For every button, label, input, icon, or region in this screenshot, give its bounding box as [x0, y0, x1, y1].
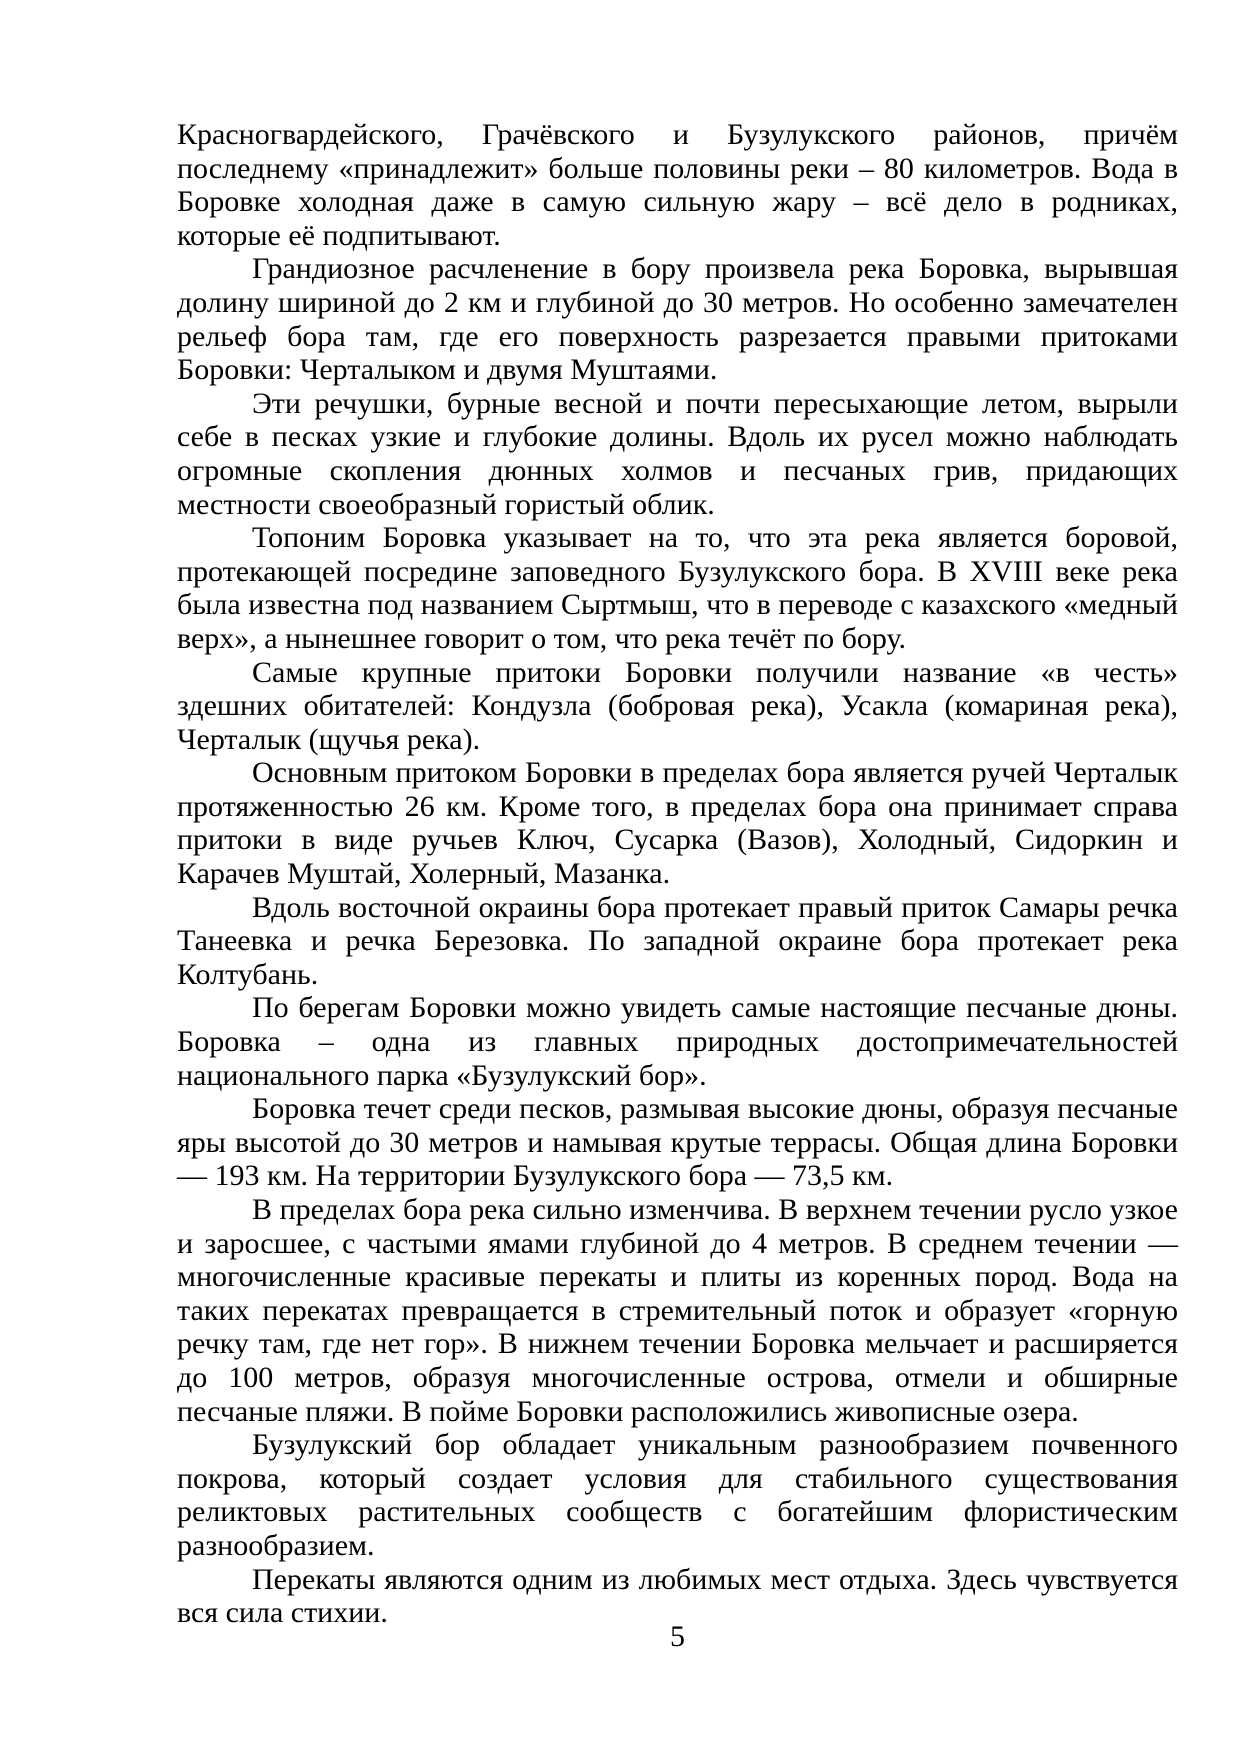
page-number: 5: [670, 1620, 685, 1653]
paragraph: Топоним Боровка указывает на то, что эта река является боровой, протекающей посредине заповедного Бузулукского бора. В XVIII веке река была известна под названием Сыртмыш, что в переводе с казахского «медный верх», а нынешнее говорит о том, что река течёт по бору.: [177, 521, 1178, 655]
paragraph: Эти речушки, бурные весной и почти пересыхающие летом, вырыли себе в песках узкие и глубокие долины. Вдоль их русел можно наблюдать огромные скопления дюнных холмов и песчаных грив, придающих местности своеобразный гористый облик.: [177, 386, 1178, 521]
paragraph: Самые крупные притоки Боровки получили название «в честь» здешних обитателей: Кондузла (бобровая река), Усакла (комариная река), Черталык (щучья река).: [177, 655, 1178, 756]
paragraph: Боровка течет среди песков, размывая высокие дюны, образуя песчаные яры высотой до 30 метров и намывая крутые террасы. Общая длина Боровки — 193 км. На территории Бузулукского бора — 73,5 км.: [177, 1092, 1178, 1193]
text-content: [177, 118, 1178, 1630]
paragraph: Перекаты являются одним из любимых мест отдыха. Здесь чувствуется вся сила стихии.: [177, 1562, 1178, 1630]
paragraph: Основным притоком Боровки в пределах бора является ручей Черталык протяженностью 26 км. Кроме того, в пределах бора она принимает справа притоки в виде ручьев Ключ, Сусарка (Вазов), Холодный, Сидоркин и Карачев Муштай, Холерный, Мазанка.: [177, 756, 1178, 891]
paragraph: Грандиозное расчленение в бору произвела река Боровка, вырывшая долину шириной до 2 км и глубиной до 30 метров. Но особенно замечателен рельеф бора там, где его поверхность разрезается правыми притоками Боровки: Черталыком и двумя Муштаями.: [177, 252, 1178, 387]
paragraph: Вдоль восточной окраины бора протекает правый приток Самары речка Танеевка и речка Березовка. По западной окраине бора протекает река Колтубань.: [177, 890, 1178, 991]
paragraph: Бузулукский бор обладает уникальным разнообразием почвенного покрова, который создает условия для стабильного существования реликтовых растительных сообществ с богатейшим флористическим разнообразием.: [177, 1428, 1178, 1562]
paragraph: Красногвардейского, Грачёвского и Бузулукского районов, причём последнему «принадлежит» больше половины реки – 80 километров. Вода в Боровке холодная даже в самую сильную жару – всё дело в родниках, которые её подпитывают.: [177, 118, 1178, 252]
paragraph: По берегам Боровки можно увидеть самые настоящие песчаные дюны. Боровка – одна из главных природных достопримечательностей национального парка «Бузулукский бор».: [177, 991, 1178, 1092]
paragraph: В пределах бора река сильно изменчива. В верхнем течении русло узкое и заросшее, с частыми ямами глубиной до 4 метров. В среднем течении — многочисленные красивые перекаты и плиты из коренных пород. Вода на таких перекатах превращается в стремительный поток и образует «горную речку там, где нет гор». В нижнем течении Боровка мельчает и расширяется до 100 метров, образуя многочисленные острова, отмели и обширные песчаные пляжи. В пойме Боровки расположились живописные озера.: [177, 1193, 1178, 1428]
